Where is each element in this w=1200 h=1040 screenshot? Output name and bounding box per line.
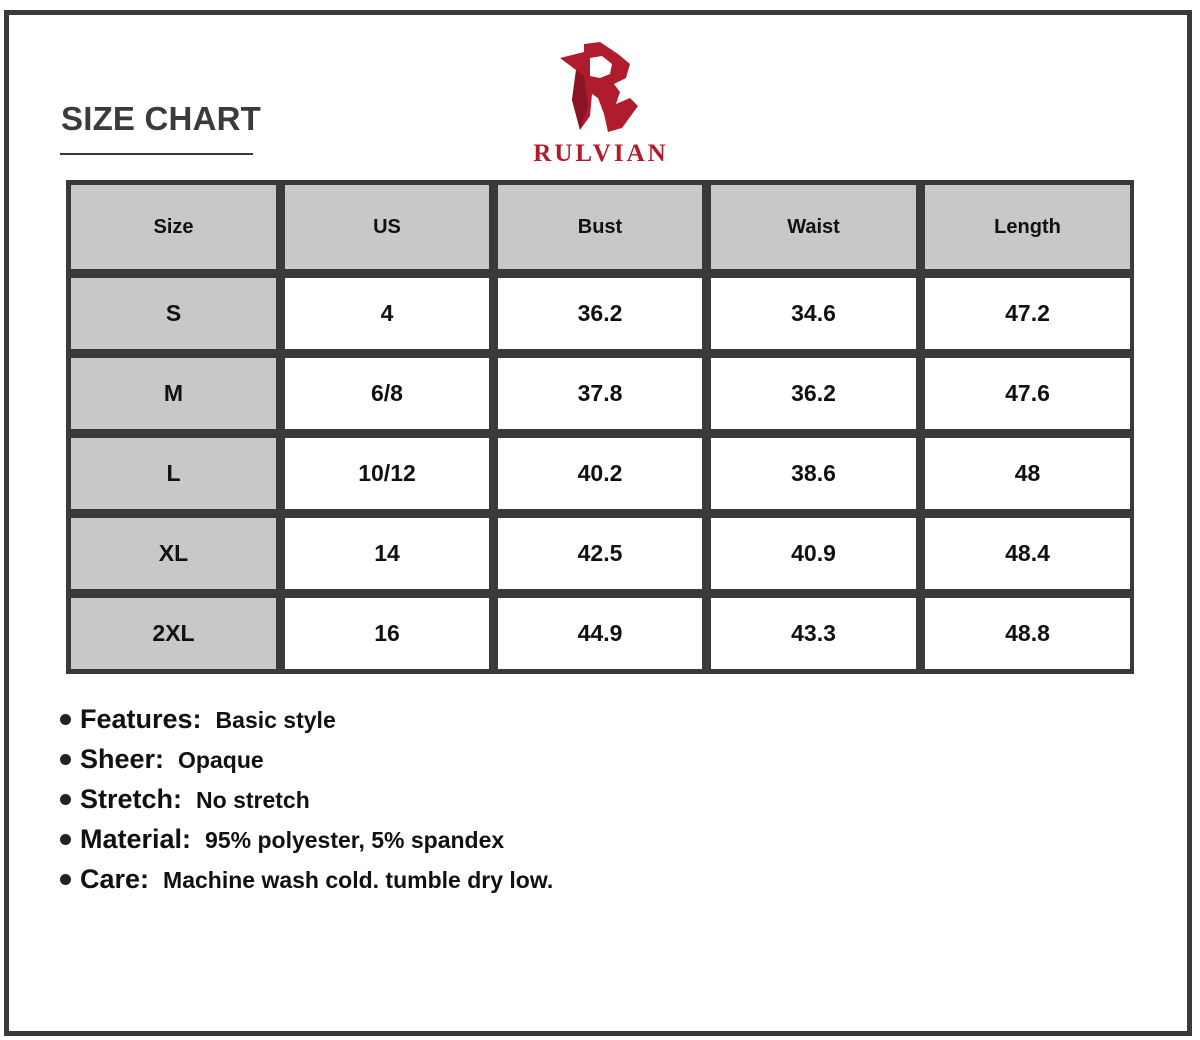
cell-waist: 34.6 <box>711 278 916 349</box>
bullet-icon <box>60 834 71 845</box>
cell-length: 47.6 <box>925 358 1130 429</box>
cell-bust: 40.2 <box>498 438 702 509</box>
spec-item <box>60 704 553 744</box>
cell-size: M <box>71 358 276 429</box>
cell-waist: 43.3 <box>711 598 916 669</box>
bullet-icon <box>60 794 71 805</box>
cell-waist: 36.2 <box>711 358 916 429</box>
cell-bust: 44.9 <box>498 598 702 669</box>
size-chart-table <box>66 180 1134 674</box>
spec-item <box>60 824 553 864</box>
cell-us: 4 <box>285 278 489 349</box>
cell-size: L <box>71 438 276 509</box>
cell-size: XL <box>71 518 276 589</box>
spec-value: Basic style <box>215 707 336 733</box>
cell-waist: 38.6 <box>711 438 916 509</box>
cell-bust: 37.8 <box>498 358 702 429</box>
spec-label: Sheer: <box>80 744 165 774</box>
brand-name: RULVIAN <box>533 140 669 167</box>
cell-bust: 36.2 <box>498 278 702 349</box>
cell-waist: 40.9 <box>711 518 916 589</box>
product-specs-list <box>60 704 553 904</box>
cell-length: 48.8 <box>925 598 1130 669</box>
bullet-icon <box>60 874 71 885</box>
cell-us: 14 <box>285 518 489 589</box>
bullet-icon <box>60 754 71 765</box>
spec-item <box>60 864 553 904</box>
spec-label: Features: <box>80 704 202 734</box>
header-bust: Bust <box>498 185 702 269</box>
header-size: Size <box>71 185 276 269</box>
cell-length: 48 <box>925 438 1130 509</box>
cell-us: 16 <box>285 598 489 669</box>
cell-us: 6/8 <box>285 358 489 429</box>
cell-length: 47.2 <box>925 278 1130 349</box>
header-length: Length <box>925 185 1130 269</box>
spec-label: Care: <box>80 864 150 894</box>
spec-value: Opaque <box>178 747 264 773</box>
cell-bust: 42.5 <box>498 518 702 589</box>
cell-length: 48.4 <box>925 518 1130 589</box>
spec-value: Machine wash cold. tumble dry low. <box>163 867 554 893</box>
spec-item <box>60 744 553 784</box>
header-waist: Waist <box>711 185 916 269</box>
spec-value: 95% polyester, 5% spandex <box>205 827 505 853</box>
spec-label: Stretch: <box>80 784 183 814</box>
bullet-icon <box>60 714 71 725</box>
brand-logo <box>520 42 682 167</box>
title-underline <box>60 153 253 155</box>
page-title: SIZE CHART <box>61 100 261 137</box>
rulvian-r-logo-icon <box>560 42 642 134</box>
spec-label: Material: <box>80 824 192 854</box>
cell-us: 10/12 <box>285 438 489 509</box>
cell-size: 2XL <box>71 598 276 669</box>
spec-value: No stretch <box>196 787 310 813</box>
header-us: US <box>285 185 489 269</box>
cell-size: S <box>71 278 276 349</box>
spec-item <box>60 784 553 824</box>
